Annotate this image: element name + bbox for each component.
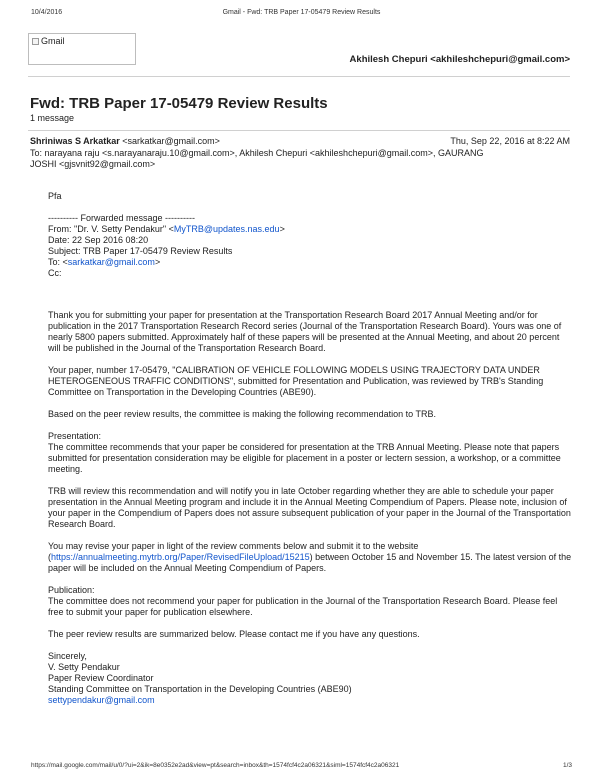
page-number: 1/3 — [562, 762, 572, 769]
paragraph: The committee recommends that your paper be considered for presentation at the TRB Annual Meeting. Please note that papers submitted for presentation consideration may be eligible for placement in a poster or lectern session, a workshop, or a committee meeting. — [48, 442, 561, 474]
sender-email: <sarkatkar@gmail.com> — [122, 136, 220, 146]
forwarded-date: Date: 22 Sep 2016 08:20 — [48, 235, 149, 245]
account-name: Akhilesh Chepuri <akhileshchepuri@gmail.com> — [349, 54, 570, 65]
forwarded-subject: Subject: TRB Paper 17-05479 Review Results — [48, 246, 233, 256]
forwarded-header: ---------- Forwarded message ---------- — [48, 213, 195, 223]
paragraph: Thank you for submitting your paper for presentation at the Transportation Research Board 2017 Annual Meeting and/or for publication in the 2017 Transportation Research Record series (Journal of the Transportation Research Board). Yours was one of nearly 5800 papers submitted. Approximately half of these papers will be presented at the Annual Meeting, and about 20 percent will be published in the Journal of the Transportation Research Board. — [48, 310, 562, 353]
broken-image-icon — [32, 38, 39, 45]
message-sender — [30, 136, 220, 146]
logo-alt-text: Gmail — [41, 36, 65, 46]
revised-upload-link[interactable]: https://annualmeeting.mytrb.org/Paper/RevisedFileUpload/15215 — [51, 552, 310, 562]
forwarded-from: From: "Dr. V. Setty Pendakur" <MyTRB@updates.nas.edu> — [48, 224, 285, 234]
message-body — [48, 191, 572, 706]
print-date: 10/4/2016 — [31, 9, 63, 16]
recipients-line: To: narayana raju <s.narayanaraju.10@gmail.com>, Akhilesh Chepuri <akhileshchepuri@gmail.com>, GAURANG — [30, 148, 484, 158]
paragraph: The peer review results are summarized below. Please contact me if you have any questions. — [48, 629, 420, 639]
forwarded-to: To: <sarkatkar@gmail.com> — [48, 257, 161, 267]
divider — [28, 76, 570, 77]
forwarded-to-link[interactable]: sarkatkar@gmail.com — [67, 257, 155, 267]
paragraph: Your paper, number 17-05479, "CALIBRATION OF VEHICLE FOLLOWING MODELS USING TRAJECTORY DATA UNDER HETEROGENEOUS TRAFFIC CONDITIONS", submitted for Presentation and Publication, was reviewed by TRB's Standing Committee on Transportation in the Developing Countries (ABE90). — [48, 365, 544, 397]
message-date: Thu, Sep 22, 2016 at 8:22 AM — [450, 136, 570, 146]
print-title: Gmail - Fwd: TRB Paper 17-05479 Review Results — [222, 9, 381, 16]
paragraph: You may revise your paper in light of the review comments below and submit it to the website (https://annualmeeting.mytrb.org/Paper/RevisedFileUpload/15215) between October 15 and November 15. The latest version of the paper will be included on the Annual Meeting Compendium of Papers. — [48, 541, 572, 573]
greeting: Pfa — [48, 191, 62, 201]
signature-title: Paper Review Coordinator — [48, 673, 154, 683]
gmail-logo[interactable] — [28, 33, 136, 65]
message-recipients — [30, 148, 570, 170]
presentation-heading: Presentation: — [48, 431, 102, 441]
publication-heading: Publication: — [48, 585, 95, 595]
paragraph: TRB will review this recommendation and will notify you in late October regarding whether they are able to schedule your paper presentation in the Annual Meeting program and include it in the Annual Meeting Compendium of Papers. Please note, inclusion of your paper in the Compendium of Papers does not assure subsequent publication of your paper in the Journal of the Transportation Research Board. — [48, 486, 571, 529]
forwarded-from-link[interactable]: MyTRB@updates.nas.edu — [173, 224, 280, 234]
recipients-line: JOSHI <gjsvnit92@gmail.com> — [30, 159, 156, 169]
signature-committee: Standing Committee on Transportation in the Developing Countries (ABE90) — [48, 684, 352, 694]
signature-email-link[interactable]: settypendakur@gmail.com — [48, 695, 155, 705]
signature-name: V. Setty Pendakur — [48, 662, 120, 672]
message-count: 1 message — [30, 113, 75, 123]
print-url: https://mail.google.com/mail/u/0/?ui=2&ik=8e0352e2ad&view=pt&search=inbox&th=1574fcf4c2a06321&siml=1574fcf4c2a06321 — [31, 762, 400, 769]
thread-subject: Fwd: TRB Paper 17-05479 Review Results — [30, 95, 328, 112]
forwarded-cc: Cc: — [48, 268, 62, 278]
paragraph: The committee does not recommend your paper for publication in the Journal of the Transportation Research Board. Please feel free to submit your paper for publication elsewhere. — [48, 596, 558, 617]
sender-name: Shriniwas S Arkatkar — [30, 136, 120, 146]
divider — [28, 130, 570, 131]
paragraph: Based on the peer review results, the committee is making the following recommendation to TRB. — [48, 409, 437, 419]
signature-closing: Sincerely, — [48, 651, 87, 661]
